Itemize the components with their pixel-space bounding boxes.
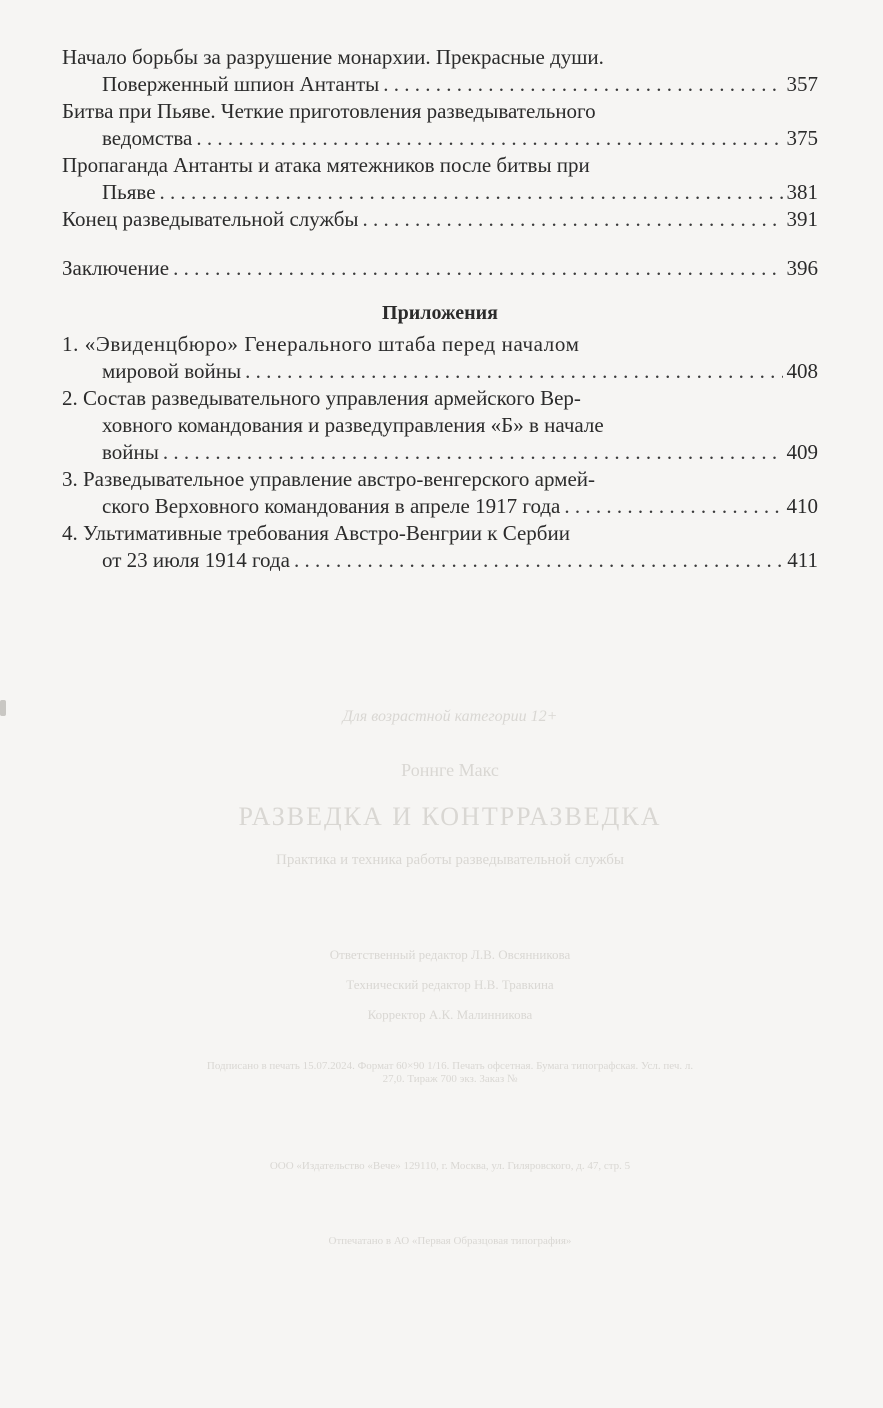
toc-page-number: 410 [786, 494, 818, 518]
toc-entry-text: ведомства [102, 126, 193, 150]
page-edge-mark [0, 700, 6, 716]
toc-entry-text: Начало борьбы за разрушение монархии. Прекрасные души. [62, 45, 604, 69]
toc-page-number: 381 [786, 180, 818, 204]
toc-entry-text: войны [102, 440, 159, 464]
leader-dots [196, 125, 782, 152]
toc-entry [62, 98, 818, 152]
toc-entry-text: Пропаганда Антанты и атака мятежников после битвы при [62, 153, 590, 177]
imprint-credits [180, 940, 720, 1030]
imprint-tech-editor: Технический редактор Н.В. Травкина [346, 977, 554, 992]
imprint-audience: Для возрастной категории 12+ [342, 708, 558, 725]
imprint-printer: Отпечатано в АО «Первая Образцовая типография» [328, 1235, 572, 1247]
toc-page-number: 375 [786, 126, 818, 150]
toc-page-number: 357 [786, 72, 818, 96]
imprint-author: Роннге Макс [401, 760, 499, 780]
imprint-print-info: Подписано в печать 15.07.2024. Формат 60×90 1/16. Печать офсетная. Бумага типографская. Усл. печ. л. 27,0. Тираж 700 экз. Заказ № [206, 1060, 694, 1085]
appendix-entry [62, 466, 818, 520]
leader-dots [160, 179, 783, 206]
leader-dots [294, 547, 783, 574]
toc-page-number: 409 [786, 440, 818, 464]
leader-dots [173, 255, 782, 282]
toc-entry-conclusion [62, 255, 818, 282]
appendix-entry [62, 331, 818, 385]
toc-entry-text: 3. Разведывательное управление австро-венгерского армей- [62, 467, 596, 491]
toc-entry [62, 44, 818, 98]
toc-entry-text: 2. Состав разведывательного управления армейского Вер- [62, 386, 581, 410]
toc-entry-text: от 23 июля 1914 года [102, 548, 290, 572]
toc-entry-text: мировой войны [102, 359, 242, 383]
toc-entry-text: 1. «Эвиденцбюро» Генерального штаба перед началом [62, 332, 580, 356]
toc-entry-text: Заключение [62, 256, 170, 280]
toc-page-number: 411 [787, 548, 818, 572]
toc-entry-text: Пьяве [102, 180, 156, 204]
toc-entry-text: Поверженный шпион Антанты [102, 72, 380, 96]
leader-dots [564, 493, 782, 520]
toc-entry [62, 206, 818, 233]
appendix-entry [62, 385, 818, 466]
leader-dots [245, 358, 782, 385]
leader-dots [163, 439, 783, 466]
toc-entry-text: Конец разведывательной службы [62, 207, 359, 231]
toc-entry [62, 152, 818, 206]
table-of-contents [62, 44, 818, 574]
toc-entry-text: 4. Ультимативные требования Австро-Венгрии к Сербии [62, 521, 570, 545]
toc-page-number: 391 [786, 207, 818, 231]
leader-dots [363, 206, 783, 233]
imprint-editor: Ответственный редактор Л.В. Овсянникова [329, 947, 571, 962]
toc-entry-text: Битва при Пьяве. Четкие приготовления разведывательного [62, 99, 596, 123]
imprint-proofreader: Корректор А.К. Малинникова [367, 1007, 533, 1022]
toc-page-number: 396 [786, 256, 818, 280]
toc-entry-text: ховного командования и разведуправления «Б» в начале [102, 413, 604, 437]
imprint-title: РАЗВЕДКА И КОНТРРАЗВЕДКА [238, 802, 662, 831]
appendix-heading: Приложения [382, 302, 498, 324]
imprint-subtitle: Практика и техника работы разведывательной службы [276, 852, 624, 868]
toc-page-number: 408 [786, 359, 818, 383]
leader-dots [383, 71, 782, 98]
toc-entry-text: ского Верховного командования в апреле 1917 года [102, 494, 561, 518]
appendix-entry [62, 520, 818, 574]
imprint-publisher: ООО «Издательство «Вече» 129110, г. Москва, ул. Гиляровского, д. 47, стр. 5 [269, 1160, 631, 1172]
